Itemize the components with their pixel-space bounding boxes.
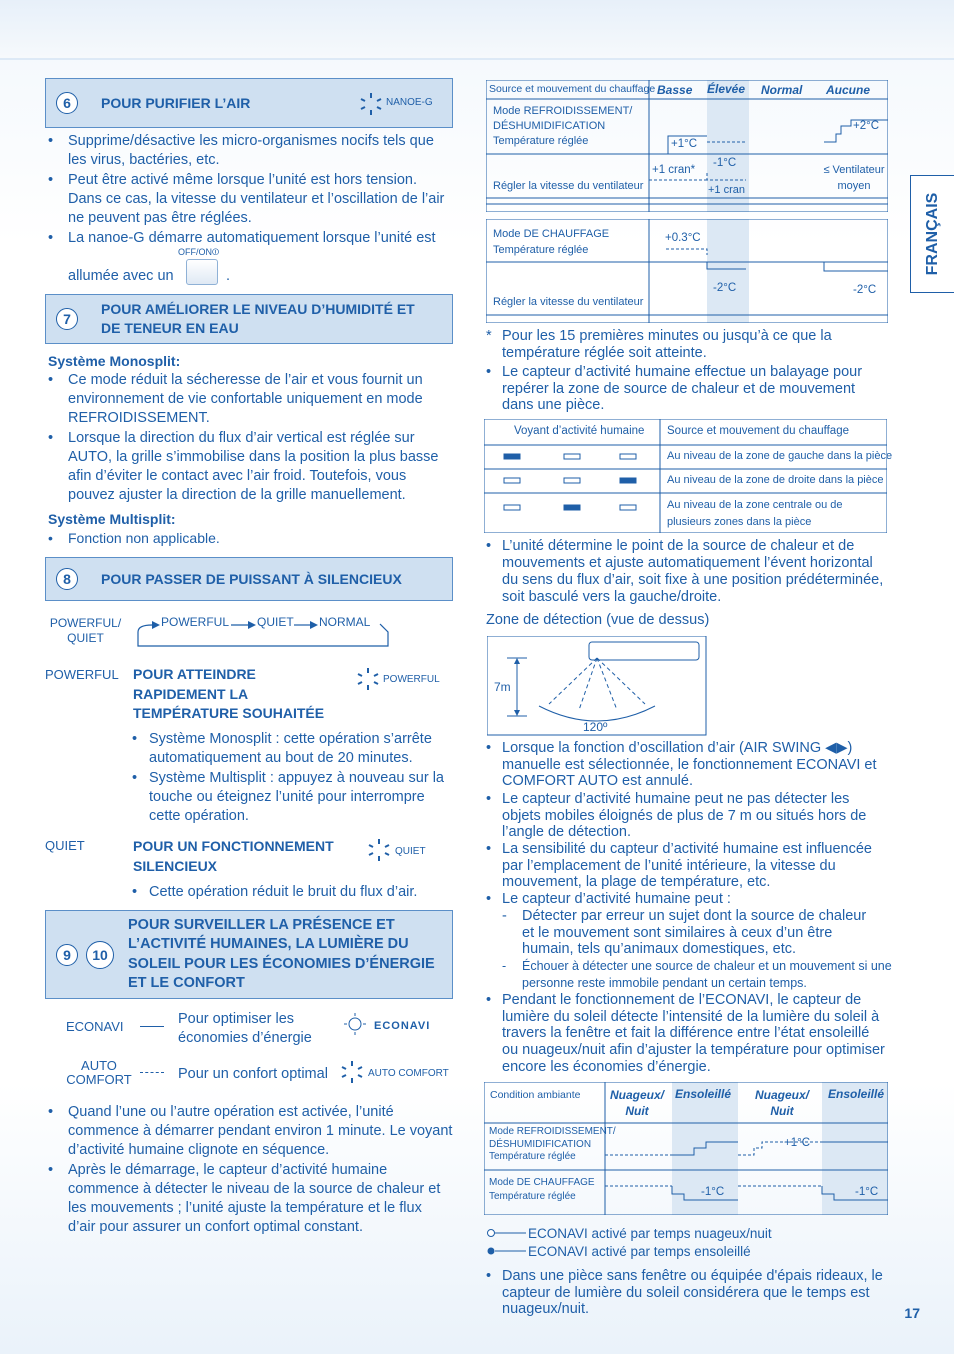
off-on-button-icon: [186, 259, 218, 285]
t1-col-elevee: Élevée: [707, 82, 746, 96]
multisplit-heading: Système Multisplit:: [48, 511, 176, 527]
quiet-label: QUIET: [45, 838, 85, 853]
t1-row-fan: Régler la vitesse du ventilateur: [493, 180, 644, 192]
t1-cran: +1 cran: [708, 184, 745, 196]
t4-head: Condition ambiante: [490, 1089, 581, 1101]
quiet-icon-label: QUIET: [395, 846, 426, 857]
language-tab: [910, 175, 954, 293]
nanoe-g-icon: [358, 91, 384, 117]
legend-cloudy: ECONAVI activé par temps nuageux/nuit: [528, 1226, 772, 1241]
econavi-line: [140, 1026, 164, 1027]
powerful-bullet-2: • Système Multisplit : appuyez à nouveau sur la touche ou éteignez l’unité pour interrompre cette opération.: [132, 770, 444, 824]
section-7-header: [45, 294, 453, 344]
t2-row-fan: Régler la vitesse du ventilateur: [493, 296, 644, 308]
auto-comfort-line: [140, 1072, 164, 1073]
note-no-window: • Dans une pièce sans fenêtre ou équipée d'épais rideaux, le capteur de lumière du soleil considérera que le temps est nuageux/nuit.: [486, 1268, 883, 1317]
t4-row-heating: Mode DE CHAUFFAGE Température réglée: [489, 1177, 595, 1202]
note-7m: • Le capteur d’activité humaine peut ne pas détecter les objets mobiles éloignés de plus de 7 m ou situés hors de l’angle de détection.: [486, 791, 867, 841]
t1-plus1: +1°C: [671, 138, 698, 150]
t1-minus1: -1°C: [713, 157, 737, 169]
t1-ventilateur: ≤ Ventilateur moyen: [823, 164, 885, 192]
dash-1: - Détecter par erreur un sujet dont la source de chaleur et le mouvement sont similaires à ceux d’un être humain, tels qu’animaux domestiques, etc.: [502, 908, 867, 958]
t4-col-1: Nuageux/ Nuit: [609, 1088, 664, 1118]
t4-minus1-a: -1°C: [701, 1186, 725, 1198]
cycle-normal: NORMAL: [319, 615, 371, 629]
section-title: POUR SURVEILLER LA PRÉSENCE ET L’ACTIVITÉ HUMAINES, LA LUMIÈRE DU SOLEIL POUR LES ÉCONOMIES D’ÉNERGIE ET LE CONFORT: [128, 916, 435, 991]
legend-markers: [486, 1226, 528, 1258]
t1-row-cooling: Mode REFROIDISSEMENT/ DÉSHUMIDIFICATION Température réglée: [493, 105, 633, 147]
econavi-icon-label: ECONAVI: [374, 1020, 431, 1032]
dash-2: - Échouer à détecter une source de chaleur et un mouvement si une personne reste immobile pendant un certain temps.: [502, 959, 892, 990]
section-title: POUR PASSER DE PUISSANT À SILENCIEUX: [101, 570, 402, 587]
auto-comfort-icon-label: AUTO COMFORT: [368, 1068, 449, 1079]
zone-distance: 7m: [494, 680, 511, 694]
note-star: * Pour les 15 premières minutes ou jusqu’à ce que la température réglée soit atteinte.: [486, 328, 832, 361]
econavi-desc: Pour optimiser les économies d’énergie: [178, 1011, 312, 1046]
period: .: [226, 268, 231, 284]
s6-bullet-3-end: allumée avec un: [68, 268, 174, 284]
cycle-powerful: POWERFUL: [161, 615, 230, 629]
auto-comfort-icon: [340, 1060, 364, 1084]
note-sensitivity: • La sensibilité du capteur d’activité humaine est influencée par l’emplacement de l’unité intérieure, la vitesse du mouvement, la plage de température, etc.: [486, 841, 872, 891]
auto-comfort-label: AUTO COMFORT: [66, 1058, 132, 1087]
s7-bullet-1: • Ce mode réduit la sécheresse de l’air et vous fournit un environnement de vie confortable uniquement en mode REFROIDISSEMENT.: [48, 372, 423, 426]
section-number: 6: [56, 92, 78, 114]
t4-col-2: Ensoleillé: [674, 1087, 732, 1101]
top-swoosh: [0, 0, 954, 60]
quiet-bullet: • Cette opération réduit le bruit du flux d’air.: [132, 884, 418, 900]
nanoe-g-label: NANOE-G: [386, 97, 433, 108]
cycle-quiet: QUIET: [257, 615, 294, 629]
t3-row-right: Au niveau de la zone de droite dans la pièce: [667, 474, 884, 486]
t1-col-normal: Normal: [761, 83, 803, 97]
note-scan: • Le capteur d’activité humaine effectue un balayage pour repérer la zone de source de chaleur et de mouvement dans une pièce.: [486, 364, 863, 413]
powerful-icon: [356, 667, 380, 691]
t1-col-basse: Basse: [657, 83, 693, 97]
section-6-header: [45, 78, 453, 128]
s910-bullet-2: • Après le démarrage, le capteur d’activité humaine commence à détecter le niveau de la source de chaleur et les mouvements ; l’unité ajuste la température et le flux d’air pour assurer un confort optimal constant.: [48, 1162, 441, 1235]
section-number: 7: [56, 308, 78, 330]
t2-minus2-b: -2°C: [853, 284, 877, 296]
section-number-10: 10: [86, 941, 114, 969]
note-direction: • L’unité détermine le point de la source de chaleur et de mouvements et ajuste automatiquement l’évent horizontal du sens du flux d’air, soit fixe à une position prédéterminée, soit basculé vers la gauche/droite.: [486, 538, 884, 605]
s7-bullet-2: • Lorsque la direction du flux d’air vertical est réglée sur AUTO, la grille s’immobilise dans la position la plus basse afin d’éviter le contact avec l’air froid. Toutefois, vous pouvez ajuster la direction de la grille manuellement.: [48, 430, 439, 503]
t3-head-source: Source et mouvement du chauffage: [667, 425, 849, 437]
zone-title: Zone de détection (vue de dessus): [486, 612, 710, 628]
zone-angle: 120º: [583, 720, 608, 734]
t2-minus2-a: -2°C: [713, 282, 737, 294]
note-can: • Le capteur d’activité humaine peut :: [486, 891, 731, 907]
auto-comfort-desc: Pour un confort optimal: [178, 1066, 328, 1082]
monosplit-heading: Système Monosplit:: [48, 353, 181, 369]
powerful-quiet-button-label: POWERFUL/ QUIET: [49, 616, 122, 645]
section-8-header: [45, 557, 453, 601]
s910-bullet-1: • Quand l’une ou l’autre opération est activée, l’unité commence à démarrer pendant environ 1 minute. Le voyant d’activité humaine clignote en séquence.: [48, 1104, 453, 1158]
t2-plus03: +0.3°C: [665, 232, 701, 244]
t1-plus2: +2°C: [853, 120, 880, 132]
t4-row-cooling: Mode REFROIDISSEMENT/ DÉSHUMIDIFICATION Température réglée: [489, 1126, 616, 1162]
section-number-9: 9: [56, 944, 78, 966]
note-sunlight: • Pendant le fonctionnement de l’ECONAVI, le capteur de lumière du soleil détecte l’intensité de la lumière du soleil à travers la fenêtre et fait la différence entre l’état ensoleillé ou nuageux/nuit afin d’ajuster la température pour optimiser encore les économies d’énergie.: [486, 992, 885, 1075]
powerful-heading: POUR ATTEINDRE RAPIDEMENT LA TEMPÉRATURE SOUHAITÉE: [133, 666, 325, 721]
s7-multi-bullet: • Fonction non applicable.: [48, 530, 220, 546]
t4-plus1: +1°C: [784, 1137, 811, 1149]
powerful-bullet-1: • Système Monosplit : cette opération s’arrête automatiquement au bout de 20 minutes.: [132, 731, 432, 766]
language-tab-label: FRANÇAIS: [923, 192, 941, 276]
legend-sunny: ECONAVI activé par temps ensoleillé: [528, 1244, 751, 1259]
note-swing: • Lorsque la fonction d’oscillation d’air (AIR SWING ◀▶) manuelle est sélectionnée, le fonctionnement ECONAVI et COMFORT AUTO est annulé.: [486, 740, 877, 790]
t1-cran-star: +1 cran*: [652, 164, 696, 176]
section-title: POUR AMÉLIORER LE NIVEAU D’HUMIDITÉ ET DE TENEUR EN EAU: [101, 301, 415, 336]
t4-col-3: Nuageux/ Nuit: [754, 1088, 809, 1118]
quiet-icon: [367, 838, 391, 862]
s6-bullet-1: • Supprime/désactive les micro-organismes nocifs tels que les virus, bactéries, etc.: [48, 133, 434, 168]
t3-row-left: Au niveau de la zone de gauche dans la pièce: [667, 450, 893, 462]
off-on-label: OFF/ON⏼: [178, 247, 220, 257]
section-9-10-header: [45, 910, 453, 999]
econavi-icon: [343, 1012, 367, 1036]
quiet-heading: POUR UN FONCTIONNEMENT SILENCIEUX: [133, 838, 334, 874]
page-number: 17: [904, 1305, 920, 1321]
s6-bullet-2: • Peut être activé même lorsque l’unité est hors tension. Dans ce cas, la vitesse du ventilateur et l’oscillation de l’air ne peuvent pas être réglées.: [48, 172, 445, 226]
econavi-label: ECONAVI: [66, 1019, 124, 1034]
t1-col-aucune: Aucune: [826, 83, 871, 97]
t4-col-4: Ensoleillé: [827, 1087, 885, 1101]
t2-row-heating: Mode DE CHAUFFAGE Température réglée: [493, 228, 610, 256]
t3-head-indicator: Voyant d’activité humaine: [514, 425, 645, 437]
t1-head: Source et mouvement du chauffage: [489, 83, 656, 95]
t4-minus1-b: -1°C: [855, 1186, 879, 1198]
powerful-label: POWERFUL: [45, 667, 119, 682]
section-title: POUR PURIFIER L’AIR: [101, 94, 251, 111]
powerful-icon-label: POWERFUL: [383, 674, 440, 685]
t3-row-center: Au niveau de la zone centrale ou de plusieurs zones dans la pièce: [667, 499, 843, 528]
section-number: 8: [56, 568, 78, 590]
s6-bullet-3: • La nanoe-G démarre automatiquement lorsque l’unité est: [48, 230, 436, 246]
